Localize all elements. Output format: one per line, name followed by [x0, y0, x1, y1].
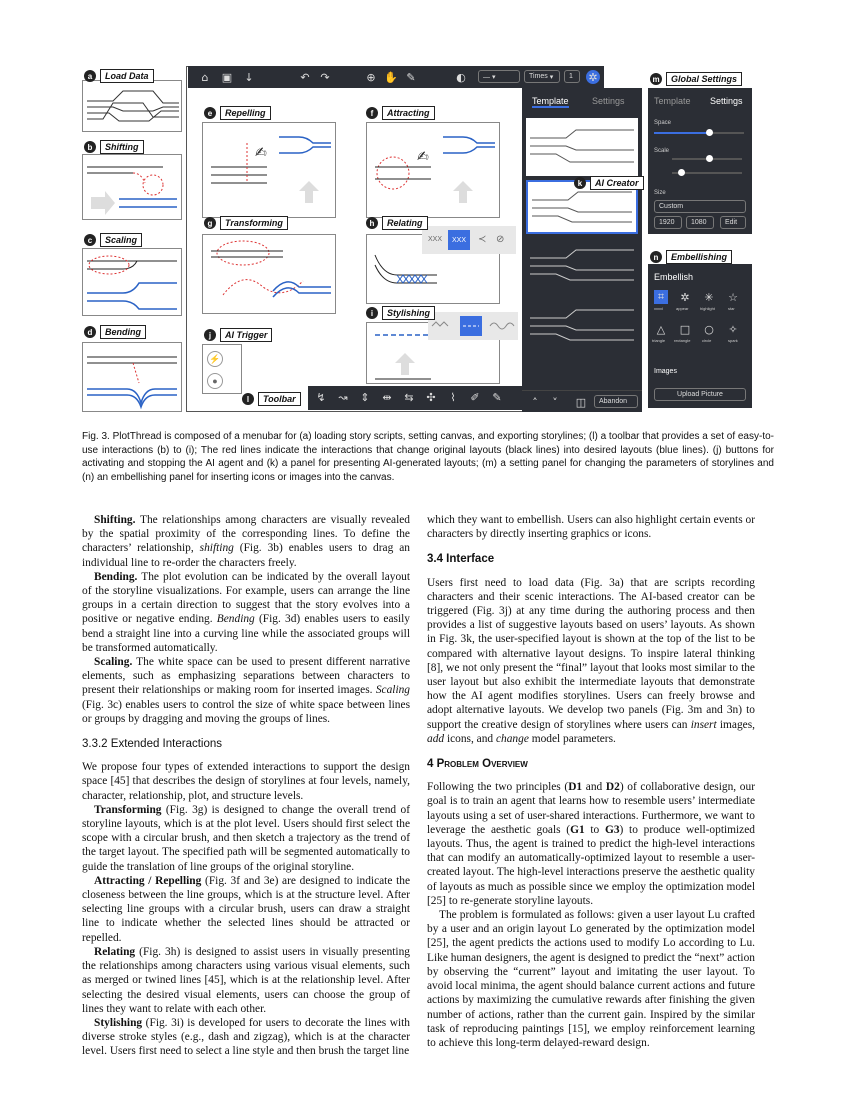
ai-layout-intermediate-1[interactable] [526, 240, 638, 294]
space-slider[interactable] [654, 132, 744, 134]
settings-tab-template[interactable]: Template [654, 96, 691, 106]
embellish-icon-1[interactable]: ⌗ [654, 290, 668, 304]
ai-layout-inter1-lines [526, 240, 638, 294]
chevron-down-icon[interactable]: ˅ [552, 395, 558, 409]
embellish-icon-5-label: triangle [652, 338, 666, 343]
panel-load-data [82, 80, 182, 132]
label-f [366, 106, 435, 120]
panel-transforming [202, 234, 336, 314]
interface-text-4: model parameters. [528, 732, 616, 745]
goal-g1: G1 [570, 823, 585, 836]
badge-f: f [366, 107, 378, 119]
bending-head: Bending. [94, 570, 138, 583]
style-option-icons[interactable] [428, 312, 518, 340]
embellish-icon-4-label: star [728, 306, 735, 311]
panel-scaling [82, 248, 182, 316]
embellish-icon-8-label: spark [728, 338, 738, 343]
scale-tool-icon[interactable]: ⇕ [360, 390, 370, 404]
problem-text-a: Following the two principles ( [427, 781, 569, 794]
shifting-diagram [83, 155, 181, 219]
label-j-title: AI Trigger [220, 328, 272, 342]
repelling-diagram [203, 123, 335, 217]
scaling-head: Scaling. [94, 656, 133, 669]
stroke-style-select[interactable]: — ▾ [478, 70, 520, 83]
ai-layout-inter2-lines [526, 300, 638, 354]
scaling-text-1: The white space can be used to present different narrative elements, such as emphasizing separations between characters to present their relationships or making room for inserted images. [82, 656, 410, 697]
relating-option-merged[interactable]: XXX [448, 230, 470, 250]
undo-icon[interactable]: ↶ [300, 70, 310, 84]
para-bending [82, 570, 410, 655]
width-value: 1920 [659, 219, 675, 226]
label-d [84, 325, 146, 339]
rectangle-icon[interactable]: □ [679, 322, 691, 336]
ai-icon[interactable]: ✲ [586, 70, 600, 84]
ruler-icon[interactable]: ✎ [406, 70, 416, 84]
badge-k: k [574, 177, 586, 189]
upload-picture-label: Upload Picture [677, 391, 723, 398]
edit-button[interactable] [720, 216, 746, 229]
principle-d1: D1 [568, 781, 583, 794]
embellish-icon-1-label: xxxxl [654, 306, 663, 311]
problem-text-e: ) to produce well-optimized layouts. Thus, the agent is trained to predict the high-level interactions that can modify an automatically-optimized layout to resemble a user-created layout. The high-level interactions preserve the aesthetic quality of layouts as much as possible since we employ the optimization model [25] to re-generate storyline layouts. [427, 823, 755, 907]
figure-3 [82, 66, 752, 412]
load-data-preview [83, 81, 181, 131]
section-3-4-heading: 3.4 Interface [427, 553, 495, 566]
para-stylishing [82, 1016, 410, 1059]
svg-text:✍: ✍ [417, 149, 429, 165]
relate-tool-icon[interactable]: ⌇ [450, 390, 456, 404]
label-e-title: Repelling [220, 106, 271, 120]
relating-options [422, 226, 516, 254]
label-a [84, 69, 154, 83]
label-j [204, 328, 272, 342]
badge-c: c [84, 234, 96, 246]
relating-split-icon[interactable]: ≺ [478, 234, 487, 245]
bending-diagram [83, 343, 181, 411]
para-attracting [82, 874, 410, 945]
scale-label: Scale [654, 148, 670, 154]
label-n [650, 250, 732, 264]
label-g-title: Transforming [220, 216, 288, 230]
star-icon[interactable]: ☆ [728, 290, 738, 304]
width-input[interactable] [654, 216, 682, 229]
scale-slider-x[interactable] [672, 158, 742, 160]
section-3-3-2-heading: 3.3.2 Extended Interactions [82, 738, 223, 751]
relating-ban-icon[interactable]: ⊘ [496, 234, 505, 245]
toolbar [308, 386, 524, 410]
interface-text-2: images, [716, 718, 755, 731]
para-interface [427, 576, 755, 746]
embellish-icon-7-label: circle [702, 338, 712, 343]
section-4-title: Problem Overview [436, 758, 528, 771]
repel-tool-icon[interactable]: ⇹ [382, 390, 392, 404]
stroke-width-value: 1 [569, 73, 573, 80]
label-e [204, 106, 271, 120]
badge-b: b [84, 141, 96, 153]
transform-tool-icon[interactable]: ✣ [426, 390, 436, 404]
label-c-title: Scaling [100, 233, 142, 247]
left-column [82, 513, 410, 1059]
attracting-text: (Fig. 3f and 3e) are designed to indicate the closeness between the line groups, which is at the structure level. After selecting line groups with a circular brush, users can draw a straight line to indicate whether the selected lines should be attracted or repelled. [82, 874, 411, 944]
interface-text-1: Users first need to load data (Fig. 3a) that are scripts recording characters and their scenic interactions. The AI-based creator can be triggered (Fig. 3j) at any time during the authoring process and then provides a list of suggestive layouts based on users’ layouts. As shown in Fig. 3k, the user-specified layout is shown at the top of the list to be compared with alternative layout designs. To inspire lateral thinking [8], we not only present the “final” layout that looks most similar to the user layout but also exhibit the intermediate layouts that demonstrate how the AI agent modifies storylines. Users can freely browse and adopt alternative layouts. We develop two panels (Fig. 3m and 3n) to support the creative design of storylines where users can [427, 576, 755, 731]
stylishing-head: Stylishing [94, 1016, 143, 1029]
ai-start-icon[interactable]: ⚡ [207, 351, 223, 367]
para-extended-intro: We propose four types of extended interactions to support the design space [45] that describes the design of storylines at four levels, namely, character, relationship, plot, and structure levels. [82, 761, 410, 802]
height-value: 1080 [691, 219, 707, 226]
settings-panel [648, 88, 752, 234]
para-shifting [82, 513, 410, 570]
goal-g3: G3 [604, 823, 620, 836]
embellish-panel [648, 264, 752, 408]
badge-l: l [242, 393, 254, 405]
label-g [204, 216, 288, 230]
label-h-title: Relating [382, 216, 428, 230]
label-m [650, 72, 742, 86]
label-i-title: Stylishing [382, 306, 435, 320]
badge-m: m [650, 73, 662, 85]
label-i [366, 306, 435, 320]
label-k [574, 176, 644, 190]
para-scaling [82, 655, 410, 726]
interface-em-add: add [427, 732, 445, 745]
bending-text-2: (Fig. 3d) enables users to easily bend a straight line into a curving line while the associated groups will be transformed automatically. [82, 613, 410, 654]
para-problem-1 [427, 780, 755, 908]
scaling-text-2: (Fig. 3c) enables users to control the size of white space between lines or groups by dragging and moving the groups of lines. [82, 698, 410, 725]
badge-i: i [366, 307, 378, 319]
shifting-em: shifting [199, 542, 234, 555]
compare-icon[interactable]: ◫ [575, 395, 587, 409]
edit-label: Edit [725, 219, 738, 226]
problem-text-b: and [582, 781, 606, 794]
height-input[interactable] [686, 216, 714, 229]
embellish-icon-3-label: highlight [700, 306, 715, 311]
para-transforming [82, 803, 410, 874]
label-f-title: Attracting [382, 106, 435, 120]
spark-icon[interactable]: ✧ [728, 322, 738, 336]
bending-text-1: The plot evolution can be indicated by the overall layout of the storyline visualizations. For example, users can arrange the line groups in a certain direction to suggest that the story evolves into a positive or negative ending. [82, 570, 410, 626]
badge-j: j [204, 329, 216, 341]
size-select-value: Custom [659, 203, 684, 210]
stroke-width-input[interactable] [564, 70, 580, 83]
label-h [366, 216, 428, 230]
panel-repelling [202, 122, 336, 218]
principle-d2: D2 [605, 781, 620, 794]
images-label: Images [654, 368, 677, 375]
section-4-number: 4 [427, 758, 437, 771]
transforming-head: Transforming [94, 803, 162, 816]
ai-panel [522, 88, 642, 412]
section-4-heading [427, 757, 755, 771]
label-l [242, 392, 301, 406]
label-b-title: Shifting [100, 140, 144, 154]
folder-icon[interactable]: ⌂ [201, 70, 209, 84]
label-l-title: Toolbar [258, 392, 301, 406]
size-label: Size [654, 190, 666, 196]
transforming-text: (Fig. 3g) is designed to change the overall trend of storyline layouts, which is at the plot level. Users should first select the scope with a circular brush, and then sketch a trajectory as the trend of the target layout. The specified path will be segmented automatically to guide the translation of line groups of the original storyline. [82, 803, 410, 873]
save-icon[interactable]: ▣ [221, 70, 233, 84]
relating-head: Relating [94, 945, 136, 958]
transforming-diagram [203, 235, 335, 313]
ai-stop-icon[interactable]: ● [207, 373, 223, 389]
shift-tool-icon[interactable]: ↯ [316, 390, 326, 404]
interface-text-3: icons, and [444, 732, 496, 745]
ai-layout-user[interactable] [526, 118, 638, 176]
badge-d: d [84, 326, 96, 338]
embellish-icon-6-label: rectangle [674, 338, 691, 343]
label-m-title: Global Settings [666, 72, 742, 86]
badge-e: e [204, 107, 216, 119]
relating-text: (Fig. 3h) is designed to assist users in visually presenting the relationships among characters using various visual elements, such as merged or twined lines [45], which is at the relationship level. After selecting the desired visual elements, users can choose the group of lines they want to relate with each other. [82, 945, 410, 1015]
embellish-icon-3[interactable]: ✳ [704, 290, 714, 304]
redo-icon[interactable]: ↷ [320, 70, 330, 84]
color-toggle-icon[interactable]: ◐ [456, 70, 466, 84]
right-column [427, 513, 755, 1050]
embellish-icon-2-label: appear [676, 306, 689, 311]
scaling-em: Scaling [375, 684, 410, 697]
download-icon[interactable]: ↓ [244, 70, 254, 84]
bending-em: Bending [216, 613, 255, 626]
panel-bending [82, 342, 182, 412]
relating-option-twined[interactable]: XXX [428, 236, 443, 243]
badge-g: g [204, 217, 216, 229]
style-options [428, 312, 518, 340]
shifting-text-2: (Fig. 3b) enables users to drag an individual line to re-order the characters freely. [82, 542, 410, 569]
badge-h: h [366, 217, 378, 229]
para-problem-2: The problem is formulated as follows: given a user layout Lu crafted by a user and an origin layout Lo generated by the optimization model [25], the agent predicts the actions used to modify Lo according to Lu. Like human designers, the agent is designed to predict the “next” action by observing the “current” layout and imitating the user layout. To avoid local minima, the agent should balance current actions and future actions by maximizing the cumulative rewards after finishing the given number of actions, rather than the current gain. Inspired by the similar task of reproducing paintings [15], we employ reinforcement learning to achieve this long-term delayed-reward design. [427, 909, 755, 1049]
upload-picture-button[interactable] [654, 388, 746, 401]
problem-text-c: ) of collaborative design, our goal is to train an agent that learns how to resemble users’ intermediate layouts using a set of user-shared interactions. Furthermore, we want to leverage the aesthetic goals ( [427, 781, 755, 836]
hand-icon[interactable]: ✋ [384, 70, 398, 84]
scaling-diagram [83, 249, 181, 315]
badge-a: a [84, 70, 96, 82]
shifting-head: Shifting. [94, 514, 136, 526]
embellish-title: Embellish [654, 272, 694, 282]
problem-text-d: to [584, 823, 605, 836]
attracting-diagram [367, 123, 499, 217]
menubar [188, 66, 604, 88]
ai-tab-template[interactable]: Template [532, 96, 569, 106]
label-c [84, 233, 142, 247]
size-select[interactable] [654, 200, 746, 213]
embellish-icon-2[interactable]: ✲ [680, 290, 690, 304]
pen-tool-icon[interactable]: ✎ [492, 390, 502, 404]
zoom-icon[interactable]: ⊕ [366, 70, 376, 84]
label-b [84, 140, 144, 154]
stylishing-text: (Fig. 3i) is developed for users to decorate the lines with diverse stroke styles (e.g., dash and zigzag), which is at the character level. Users first need to select a line style and then brush the target line [82, 1016, 410, 1058]
para-relating [82, 945, 410, 1016]
panel-attracting [366, 122, 500, 218]
font-select-value: Times [529, 73, 548, 80]
badge-n: n [650, 251, 662, 263]
ai-tab-settings[interactable]: Settings [592, 96, 625, 106]
style-tool-icon[interactable]: ✐ [470, 390, 480, 404]
ai-layout-intermediate-2[interactable] [526, 300, 638, 354]
interface-em-insert: insert [690, 718, 717, 731]
ai-panel-footer [522, 390, 642, 413]
panel-ai-trigger [202, 344, 242, 394]
triangle-icon[interactable]: △ [656, 322, 666, 336]
svg-text:✍: ✍ [255, 145, 267, 161]
figure-caption: Fig. 3. PlotThread is composed of a menubar for (a) loading story scripts, setting canvas, and exporting storylines; (l) a toolbar that provides a set of easy-to-use interactions (b) to (i); The red lines indicate the interactions that change original layouts (black lines) into desired layouts (blue lines). (j) buttons for activating and stopping the AI agent and (k) a panel for presenting AI-generated layouts; (m) a setting panel for changing the parameters of storylines and (n) an embellishing panel for inserting icons or images into the canvas. [82, 431, 774, 483]
chevron-up-icon[interactable]: ˄ [532, 395, 538, 409]
settings-tab-settings[interactable]: Settings [710, 96, 743, 106]
interface-em-change: change [495, 732, 529, 745]
abandon-label: Abandon [599, 398, 628, 405]
space-label: Space [654, 120, 672, 126]
font-select[interactable]: Times ▾ [524, 70, 560, 83]
label-n-title: Embellishing [666, 250, 732, 264]
bend-tool-icon[interactable]: ↝ [338, 390, 348, 404]
scale-slider-y[interactable] [672, 172, 742, 174]
circle-icon[interactable]: ○ [704, 322, 714, 336]
label-a-title: Load Data [100, 69, 154, 83]
attracting-head: Attracting / Repelling [94, 874, 202, 887]
label-k-title: AI Creator [590, 176, 644, 190]
label-d-title: Bending [100, 325, 146, 339]
ai-layout-user-lines [526, 118, 638, 176]
para-continuation: which they want to embellish. Users can also highlight certain events or characters by directly inserting graphics or icons. [427, 514, 755, 541]
panel-shifting [82, 154, 182, 220]
attract-tool-icon[interactable]: ⇆ [404, 390, 414, 404]
shifting-text-1: The relationships among characters are visually revealed by the spatial proximity of the corresponding lines. To define the characters’ relationship, [82, 514, 410, 555]
abandon-button[interactable] [594, 395, 638, 408]
